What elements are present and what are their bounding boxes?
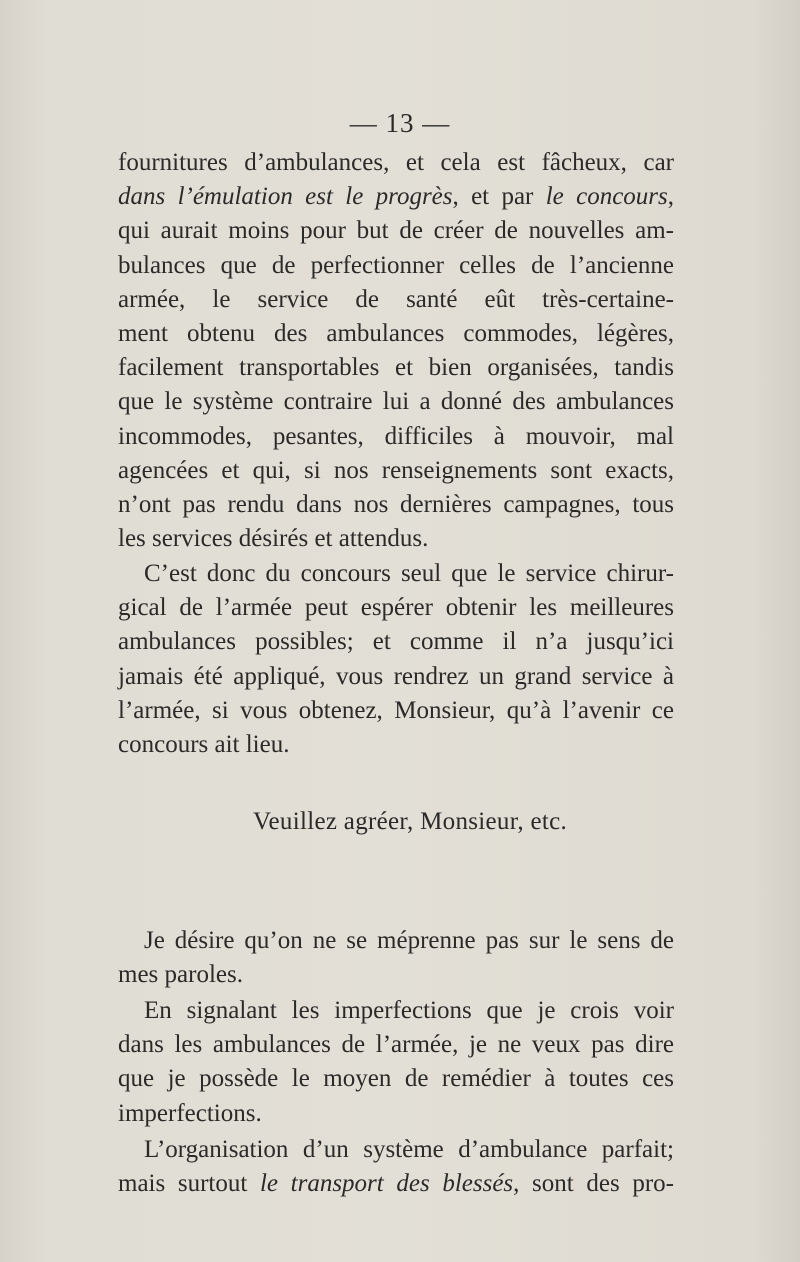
paragraph: [118, 557, 674, 762]
text-line: [118, 1167, 674, 1201]
closing-salutation: Veuillez agréer, Monsieur, etc.: [252, 808, 568, 835]
text-line: bulances que de perfectionner celles de l’ancienne: [118, 251, 674, 279]
italic-phrase: le concours: [545, 183, 668, 211]
text-line: n’ont pas rendu dans nos dernières campagnes, tous: [118, 490, 674, 518]
text-line: facilement transportables et bien organisées, tandis: [118, 354, 674, 382]
text-segment: , sont des pro-: [513, 1170, 674, 1198]
text-line: C’est donc du concours seul que le service chirur-: [144, 560, 674, 587]
paragraph: [118, 994, 674, 1131]
paragraph: [118, 924, 674, 992]
page-number: — 13 —: [349, 108, 451, 138]
text-segment: mais surtout: [118, 1170, 260, 1198]
text-line: que je possède le moyen de remédier à toutes ces: [118, 1065, 674, 1093]
text-line: incommodes, pesantes, difficiles à mouvoir, mal: [118, 422, 674, 450]
paragraph-continued: [118, 146, 674, 556]
text-line: concours ait lieu.: [118, 730, 290, 758]
italic-phrase: le transport des blessés: [259, 1170, 514, 1198]
text-line: imperfections.: [118, 1099, 262, 1127]
text-line: L’organisation d’un système d’ambulance parfait;: [144, 1136, 674, 1163]
text-line: mes paroles.: [118, 961, 243, 989]
text-line: dans les ambulances de l’armée, je ne veux pas dire: [118, 1031, 674, 1059]
text-segment: ,: [667, 183, 674, 211]
text-line: Je désire qu’on ne se méprenne pas sur le sens de: [144, 927, 674, 954]
text-line: qui aurait moins pour but de créer de nouvelles am-: [118, 217, 674, 245]
text-line: les services désirés et attendus.: [118, 525, 429, 553]
text-line: armée, le service de santé eût très-certaine-: [118, 285, 674, 313]
text-line: [118, 180, 674, 214]
text-line: agencées et qui, si nos renseignements sont exacts,: [118, 456, 674, 484]
paragraph: [118, 1133, 674, 1201]
text-line: l’armée, si vous obtenez, Monsieur, qu’à l’avenir ce: [118, 696, 674, 724]
text-line: ambulances possibles; et comme il n’a jusqu’ici: [118, 628, 674, 656]
text-line: ment obtenu des ambulances commodes, légères,: [118, 319, 674, 347]
text-line: En signalant les imperfections que je crois voir: [144, 997, 674, 1024]
text-line: que le système contraire lui a donné des ambulances: [118, 388, 674, 416]
text-line: fournitures d’ambulances, et cela est fâcheux, car: [118, 149, 674, 176]
text-line: jamais été appliqué, vous rendrez un grand service à: [118, 662, 674, 690]
text-segment: , et par: [452, 183, 546, 211]
italic-phrase: dans l’émulation est le progrès: [118, 183, 453, 211]
text-line: gical de l’armée peut espérer obtenir les meilleures: [118, 594, 674, 622]
